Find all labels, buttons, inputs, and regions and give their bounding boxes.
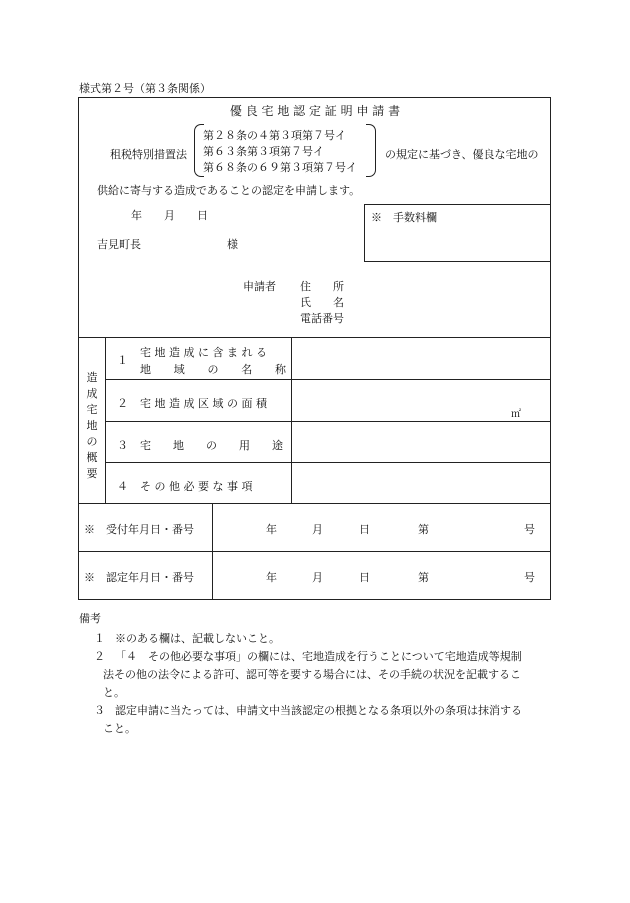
note-text: 認定申請に当たっては、申請文中当該認定の根拠となる条項以外の条項は抹消する — [115, 704, 522, 717]
overview-value-divider — [291, 337, 292, 503]
receipt-year: 年 — [266, 523, 277, 536]
law-name: 租税特別措置法 — [110, 148, 187, 161]
form-number: 様式第２号（第３条関係） — [79, 82, 211, 95]
right-brace — [366, 124, 376, 177]
overview-row-label-line2: 地 域 の 名 称 — [140, 363, 286, 376]
overview-area-value[interactable] — [294, 385, 494, 417]
overview-row-label: 宅 地 造 成 に 含 ま れ る — [140, 346, 267, 359]
side-char: 宅 — [86, 403, 98, 416]
office-use-rule — [78, 551, 551, 552]
side-char: 概 — [86, 451, 98, 464]
approval-number-prefix: 第 — [418, 571, 429, 584]
provision-3: 第６８条の６９第３項第７号イ — [203, 161, 357, 174]
note-number: １ — [94, 632, 105, 645]
applicant-phone-label: 電話番号 — [300, 312, 344, 325]
honorific: 様 — [227, 238, 238, 251]
intro-continuation: 供給に寄与する造成であることの認定を申請します。 — [97, 184, 361, 197]
overview-row-number: ４ — [117, 480, 128, 493]
note-text: ※のある欄は、記載しないこと。 — [115, 632, 280, 645]
note-text: 法その他の法令による許可、認可等を要する場合には、その手続の状況を記載するこ — [103, 668, 521, 681]
receipt-month: 月 — [312, 523, 323, 536]
note-text: 「４ その他必要な事項」の欄には、宅地造成を行うことについて宅地造成等規制 — [115, 650, 522, 663]
overview-row-label: 宅 地 の 用 途 — [140, 439, 283, 452]
overview-row-number: ２ — [117, 397, 128, 410]
area-unit: ㎡ — [511, 409, 521, 420]
approval-day: 日 — [359, 571, 370, 584]
receipt-number-suffix: 号 — [524, 523, 535, 536]
provision-1: 第２８条の４第３項第７号イ — [203, 129, 346, 142]
notes-heading: 備考 — [79, 612, 101, 625]
overview-top-rule — [78, 337, 551, 338]
overview-row-number: １ — [117, 354, 128, 367]
side-char: 地 — [86, 419, 98, 432]
overview-other-value[interactable] — [294, 467, 546, 499]
note-text: こと。 — [103, 722, 136, 735]
overview-region-name-value[interactable] — [294, 343, 546, 375]
approval-month: 月 — [312, 571, 323, 584]
overview-side-divider — [105, 337, 106, 503]
overview-row-rule-3 — [105, 462, 551, 463]
fee-box-label: ※ 手数料欄 — [371, 211, 437, 224]
overview-use-value[interactable] — [294, 426, 546, 458]
approval-label: ※ 認定年月日・番号 — [84, 571, 194, 584]
provision-2: 第６３条第３項第７号イ — [203, 145, 324, 158]
approval-year: 年 — [266, 571, 277, 584]
note-number: ２ — [94, 650, 105, 663]
form-title: 優 良 宅 地 認 定 証 明 申 請 書 — [229, 104, 401, 118]
overview-row-rule-2 — [105, 421, 551, 422]
note-number: ３ — [94, 704, 105, 717]
overview-row-label: 宅 地 造 成 区 域 の 面 積 — [140, 397, 267, 410]
overview-row-number: ３ — [117, 439, 128, 452]
intro-suffix: の規定に基づき、優良な宅地の — [385, 148, 539, 161]
application-date: 年 月 日 — [131, 209, 208, 222]
receipt-label: ※ 受付年月日・番号 — [84, 523, 194, 536]
applicant-label: 申請者 — [243, 280, 276, 293]
applicant-name-label: 氏 名 — [300, 296, 344, 309]
side-char: 成 — [86, 387, 98, 400]
overview-row-rule-1 — [105, 379, 551, 380]
applicant-address-label: 住 所 — [300, 280, 344, 293]
note-text: と。 — [103, 686, 125, 699]
side-char: 要 — [86, 467, 98, 480]
overview-row-label: そ の 他 必 要 な 事 項 — [140, 480, 253, 493]
overview-bottom-rule — [78, 503, 551, 504]
receipt-day: 日 — [359, 523, 370, 536]
side-char: 造 — [86, 371, 98, 384]
approval-number-suffix: 号 — [524, 571, 535, 584]
addressee: 吉見町長 — [97, 238, 141, 251]
receipt-number-prefix: 第 — [418, 523, 429, 536]
side-char: の — [86, 435, 98, 448]
